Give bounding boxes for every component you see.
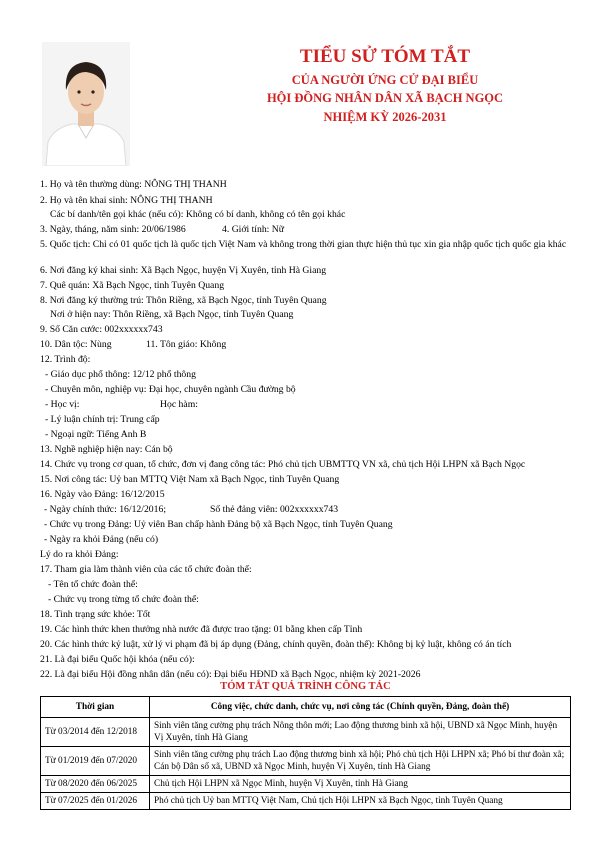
field-health: 18. Tình trạng sức khỏe: Tốt xyxy=(40,609,151,620)
field-party-leave-reason: Lý do ra khỏi Đảng: xyxy=(40,549,119,560)
work-history-title: TÓM TẮT QUÁ TRÌNH CÔNG TÁC xyxy=(220,681,391,692)
portrait-image xyxy=(42,42,130,166)
field-birth-name: 2. Họ và tên khai sinh: NÔNG THỊ THANH xyxy=(40,195,213,206)
field-current-residence: Nơi ở hiện nay: Thôn Riềng, xã Bạch Ngọc, tỉnh Tuyên Quang xyxy=(50,309,294,320)
work-period: Từ 07/2025 đến 01/2026 xyxy=(41,793,150,810)
field-workplace: 15. Nơi công tác: Uỷ ban MTTQ Việt Nam xã Bạch Ngọc, tỉnh Tuyên Quang xyxy=(40,474,340,485)
field-organization-name: - Tên tổ chức đoàn thể: xyxy=(48,579,138,590)
field-common-name: 1. Họ và tên thường dùng: NÔNG THỊ THANH xyxy=(40,179,227,190)
table-row xyxy=(41,776,571,793)
column-header-description: Công việc, chức danh, chức vụ, nơi công tác (Chính quyền, Đảng, đoàn thể) xyxy=(150,697,571,718)
field-organization-role: - Chức vụ trong từng tổ chức đoàn thể: xyxy=(48,594,199,605)
field-academic-title: Học hàm: xyxy=(160,399,198,410)
field-ethnicity: 10. Dân tộc: Nùng xyxy=(40,339,112,350)
candidate-photo xyxy=(42,42,130,166)
table-row xyxy=(41,718,571,747)
field-party-position: - Chức vụ trong Đảng: Uỷ viên Ban chấp hành Đảng bộ xã Bạch Ngọc, tỉnh Tuyên Quang xyxy=(44,519,393,530)
field-general-education: - Giáo dục phổ thông: 12/12 phổ thông xyxy=(45,369,196,380)
document-title: TIỂU SỬ TÓM TẮT xyxy=(299,46,471,67)
field-id-number: 9. Số Căn cước: 002xxxxxx743 xyxy=(40,324,163,335)
work-period: Từ 01/2019 đến 07/2020 xyxy=(41,747,150,776)
field-party-leave-date: - Ngày ra khỏi Đảng (nếu có) xyxy=(44,534,159,545)
field-religion: 11. Tôn giáo: Không xyxy=(146,339,227,350)
field-peoples-council: 22. Là đại biểu Hội đồng nhân dân (nếu có): Đại biểu HĐND xã Bạch Ngọc, nhiệm kỳ 2021-2026 xyxy=(40,669,421,680)
field-party-official-date: - Ngày chính thức: 16/12/2016; xyxy=(44,504,167,515)
field-political-theory: - Lý luận chính trị: Trung cấp xyxy=(45,414,160,425)
field-party-join-date: 16. Ngày vào Đảng: 16/12/2015 xyxy=(40,489,165,500)
column-header-period: Thời gian xyxy=(41,697,150,718)
field-foreign-language: - Ngoại ngữ: Tiếng Anh B xyxy=(45,429,147,440)
table-row xyxy=(41,747,571,776)
field-education: 12. Trình độ: xyxy=(40,354,91,365)
document-subtitle: CỦA NGƯỜI ỨNG CỬ ĐẠI BIỂU xyxy=(291,73,479,87)
work-description: Sinh viên tăng cường phụ trách Lao động thương binh xã hội; Phó chủ tịch Hội LHPN xã; Phó bí thư đoàn xã; Cán bộ Dân số xã, UBND xã Ngọc Minh, huyện Vị Xuyên, tỉnh Hà Giang xyxy=(150,747,571,776)
field-party-card-number: Số thẻ đảng viên: 002xxxxxx743 xyxy=(210,504,339,515)
field-awards: 19. Các hình thức khen thưởng nhà nước đã được trao tặng: 01 bằng khen cấp Tỉnh xyxy=(40,624,363,635)
field-gender: 4. Giới tính: Nữ xyxy=(222,224,285,235)
field-permanent-residence: 8. Nơi đăng ký thường trú: Thôn Riềng, xã Bạch Ngọc, tỉnh Tuyên Quang xyxy=(40,295,327,306)
field-birth-registration: 6. Nơi đăng ký khai sinh: Xã Bạch Ngọc, huyện Vị Xuyên, tỉnh Hà Giang xyxy=(40,265,327,276)
table-header-row xyxy=(41,697,571,718)
field-nationality: 5. Quốc tịch: Chỉ có 01 quốc tịch là quốc tịch Việt Nam và không trong thời gian thực hiện thủ tục xin gia nhập quốc tịch quốc gia khác xyxy=(40,239,567,250)
field-organizations: 17. Tham gia làm thành viên của các tổ chức đoàn thể: xyxy=(40,564,252,575)
field-hometown: 7. Quê quán: Xã Bạch Ngọc, tỉnh Tuyên Quang xyxy=(40,280,225,291)
work-description: Phó chủ tịch Uỷ ban MTTQ Việt Nam, Chủ tịch Hội LHPN xã Bạch Ngọc, tỉnh Tuyên Quang xyxy=(150,793,571,810)
field-national-assembly: 21. Là đại biểu Quốc hội khóa (nếu có): xyxy=(40,654,195,665)
field-aliases: Các bí danh/tên gọi khác (nếu có): Không có bí danh, không có tên gọi khác xyxy=(50,209,346,220)
work-history-table xyxy=(40,696,571,810)
table-row xyxy=(41,793,571,810)
field-specialty: - Chuyên môn, nghiệp vụ: Đại học, chuyên ngành Cầu đường bộ xyxy=(45,384,296,395)
field-birthdate: 3. Ngày, tháng, năm sinh: 20/06/1986 xyxy=(40,224,186,235)
document-council: HỘI ĐỒNG NHÂN DÂN XÃ BẠCH NGỌC xyxy=(266,91,504,105)
work-description: Chủ tịch Hội LHPN xã Ngọc Minh, huyện Vị Xuyên, tỉnh Hà Giang xyxy=(150,776,571,793)
work-description: Sinh viên tăng cường phụ trách Nông thôn mới; Lao động thương binh xã hội, UBND xã Ngọc Minh, huyện Vị Xuyên, tỉnh Hà Giang xyxy=(150,718,571,747)
field-discipline: 20. Các hình thức kỷ luật, xử lý vi phạm đã bị áp dụng (Đảng, chính quyền, đoàn thể): Không bị kỷ luật, không có án tích xyxy=(40,639,512,650)
field-degree: - Học vị: xyxy=(45,399,80,410)
field-occupation: 13. Nghề nghiệp hiện nay: Cán bộ xyxy=(40,444,173,455)
work-period: Từ 03/2014 đến 12/2018 xyxy=(41,718,150,747)
work-period: Từ 08/2020 đến 06/2025 xyxy=(41,776,150,793)
field-position: 14. Chức vụ trong cơ quan, tổ chức, đơn vị đang công tác: Phó chủ tịch UBMTTQ VN xã, chủ tịch Hội LHPN xã Bạch Ngọc xyxy=(40,459,526,470)
document-term: NHIỆM KỲ 2026-2031 xyxy=(323,110,447,124)
